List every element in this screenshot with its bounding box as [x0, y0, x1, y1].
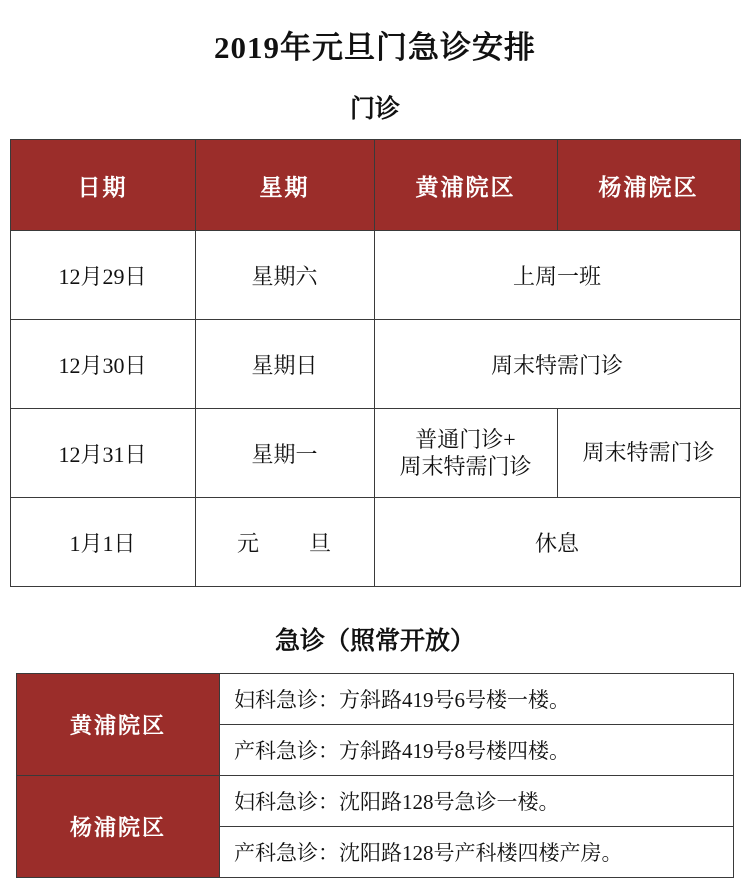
table-row [17, 776, 734, 827]
emergency-section-title: 急诊（照常开放） [274, 628, 475, 655]
cell-emergency-detail: 产科急诊：沈阳路128号产科楼四楼产房。 [220, 827, 734, 878]
cell-schedule-huangpu-line1: 普通门诊+ [415, 426, 516, 452]
emergency-info-table [16, 673, 734, 878]
cell-emergency-detail: 妇科急诊：方斜路419号6号楼一楼。 [220, 674, 734, 725]
column-header-huangpu: 黄浦院区 [374, 140, 557, 231]
outpatient-section-title: 门诊 [349, 96, 400, 123]
cell-campus-huangpu: 黄浦院区 [17, 674, 220, 776]
outpatient-table-body [10, 231, 740, 587]
cell-weekday: 星期日 [195, 320, 374, 409]
cell-schedule-huangpu [374, 409, 557, 498]
table-row [10, 231, 740, 320]
cell-emergency-detail: 妇科急诊：沈阳路128号急诊一楼。 [220, 776, 734, 827]
outpatient-schedule-table [10, 139, 741, 587]
cell-date: 12月30日 [10, 320, 195, 409]
cell-weekday: 元 旦 [195, 498, 374, 587]
cell-date: 12月29日 [10, 231, 195, 320]
column-header-yangpu: 杨浦院区 [557, 140, 740, 231]
cell-date: 1月1日 [10, 498, 195, 587]
cell-date: 12月31日 [10, 409, 195, 498]
table-row [10, 320, 740, 409]
table-row [10, 498, 740, 587]
cell-campus-yangpu: 杨浦院区 [17, 776, 220, 878]
cell-emergency-detail: 产科急诊：方斜路419号8号楼四楼。 [220, 725, 734, 776]
cell-schedule-huangpu-line2: 周末特需门诊 [399, 454, 532, 479]
table-row [17, 674, 734, 725]
column-header-date: 日期 [10, 140, 195, 231]
table-header-row [10, 140, 740, 231]
cell-schedule-yangpu: 周末特需门诊 [557, 409, 740, 498]
column-header-weekday: 星期 [195, 140, 374, 231]
cell-schedule-both-campus: 上周一班 [374, 231, 740, 320]
page-title: 2019年元旦门急诊安排 [214, 30, 536, 65]
emergency-table-body [17, 674, 734, 878]
cell-weekday: 星期一 [195, 409, 374, 498]
cell-schedule-both-campus: 周末特需门诊 [374, 320, 740, 409]
cell-weekday: 星期六 [195, 231, 374, 320]
outpatient-table-header [10, 140, 740, 231]
cell-schedule-both-campus: 休息 [374, 498, 740, 587]
table-row [10, 409, 740, 498]
